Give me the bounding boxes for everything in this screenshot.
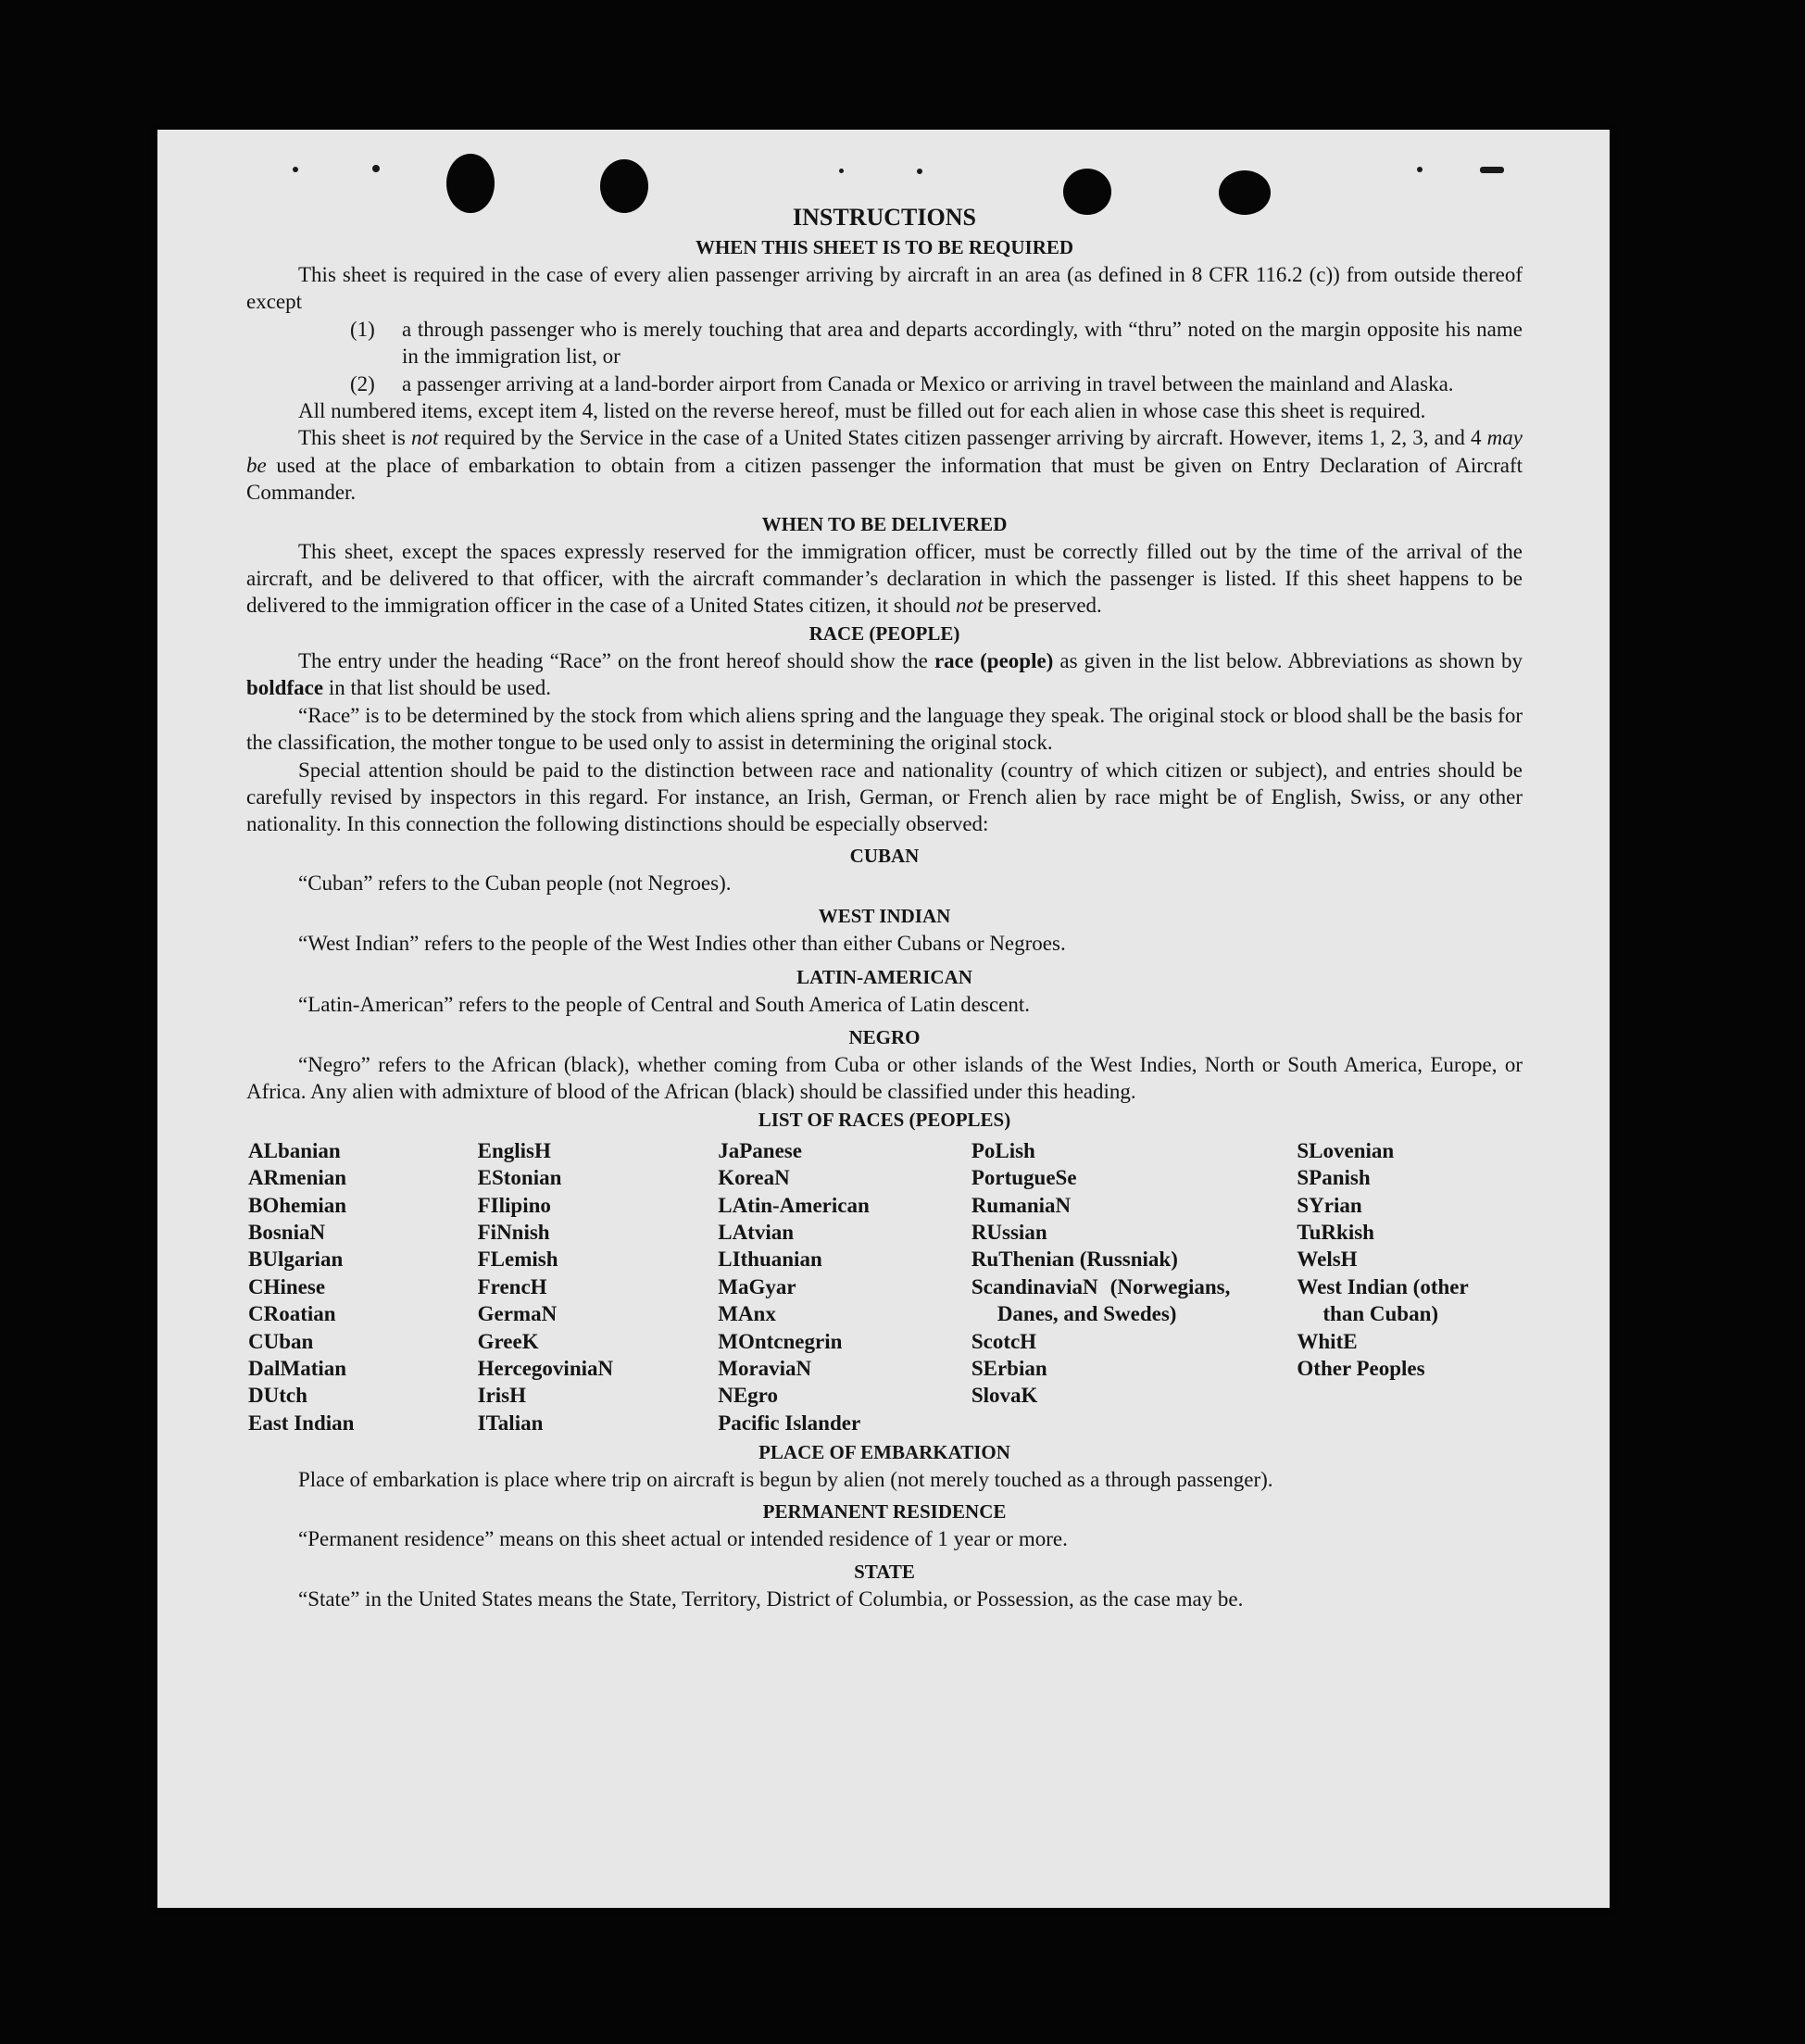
- race-item: CHinese: [248, 1274, 326, 1298]
- latin-american-definition: “Latin-American” refers to the people of Central and South America of Latin descent.: [298, 992, 1030, 1016]
- race-item: DalMatian: [248, 1357, 347, 1380]
- negro-definition: “Negro” refers to the African (black), whether coming from Cuba or other islands of the West Indies, North or South America, Europe, or Africa. Any alien with admixture of blood of the African (black) should be classified under this heading.: [246, 1052, 1523, 1104]
- page-title: INSTRUCTIONS: [793, 204, 976, 231]
- race-paragraph-3: Special attention should be paid to the distinction between race and nationality (country of which citizen or subject), and entries should be carefully revised by inspectors in this regard. For instance, an Irish, German, or French alien by race might be of English, Swiss, or any other nationality. In this connection the following distinctions should be especially observed:: [246, 758, 1523, 836]
- west-indian-definition: “West Indian” refers to the people of the West Indies other than either Cubans or Negroes.: [298, 932, 1066, 956]
- required-intro: This sheet is required in the case of every alien passenger arriving by aircraft in an area (as defined in 8 CFR 116.2 (c)) from outside thereof except: [246, 263, 1523, 314]
- race-item: Other Peoples: [1297, 1357, 1425, 1380]
- race-item: PortugueSe: [971, 1166, 1077, 1190]
- race-column-5: [1297, 1137, 1523, 1436]
- race-item: MaGyar: [718, 1274, 796, 1298]
- item-number: (2): [350, 371, 375, 395]
- race-item: BosniaN: [248, 1220, 326, 1244]
- instructions-content: [246, 202, 1523, 1612]
- delivered-paragraph: This sheet, except the spaces expressly reserved for the immigration officer, must be correctly filled out by the time of the arrival of the aircraft, and be delivered to that officer, with the aircraft commander’s declaration in which the passenger is listed. If this sheet happens to be delivered to the immigration officer in the case of a United States citizen, it should not be preserved.: [246, 539, 1523, 618]
- race-item: SlovaK: [971, 1384, 1038, 1408]
- embarkation-definition: Place of embarkation is place where trip on aircraft is begun by alien (not merely touched as a through passenger).: [298, 1468, 1273, 1492]
- required-paragraph-2: All numbered items, except item 4, listed on the reverse hereof, must be filled out for each alien in whose case this sheet is required.: [298, 399, 1426, 423]
- race-item: FiNnish: [477, 1220, 550, 1244]
- race-item: GermaN: [477, 1302, 558, 1326]
- race-item: FIlipino: [477, 1193, 551, 1217]
- race-item: Pacific Islander: [718, 1411, 861, 1435]
- item-number: (1): [350, 317, 375, 341]
- race-item: JaPanese: [718, 1138, 802, 1162]
- speck: [839, 169, 844, 173]
- state-definition: “State” in the United States means the State, Territory, District of Columbia, or Possession, as the case may be.: [298, 1587, 1244, 1611]
- speck: [293, 167, 298, 172]
- race-item: ALbanian: [248, 1138, 341, 1162]
- race-item: MoraviaN: [718, 1357, 812, 1380]
- race-item: KoreaN: [718, 1166, 790, 1190]
- race-item: SLovenian: [1297, 1138, 1395, 1162]
- residence-definition: “Permanent residence” means on this sheet actual or intended residence of 1 year or more.: [298, 1526, 1068, 1550]
- race-item: WhitE: [1297, 1329, 1358, 1353]
- race-item: CUban: [248, 1329, 314, 1353]
- race-column-1: [248, 1137, 478, 1436]
- heading-negro: NEGRO: [848, 1025, 921, 1048]
- heading-delivered: WHEN TO BE DELIVERED: [761, 512, 1008, 535]
- race-item: FrencH: [477, 1274, 547, 1298]
- heading-list-of-races: LIST OF RACES (PEOPLES): [758, 1108, 1011, 1131]
- speck: [917, 169, 922, 174]
- race-item: MAnx: [718, 1302, 776, 1326]
- race-item: ARmenian: [248, 1166, 347, 1190]
- race-item: CRoatian: [248, 1302, 336, 1326]
- speck: [1480, 167, 1504, 173]
- race-item-scandinavian: ScandinaviaN (Norwegians, Danes, and Swedes): [971, 1274, 1231, 1326]
- race-item: RUssian: [971, 1220, 1047, 1244]
- race-item: EnglisH: [477, 1138, 551, 1162]
- race-item: ScotcH: [971, 1329, 1037, 1353]
- race-item: IrisH: [477, 1384, 527, 1408]
- race-item: ITalian: [477, 1411, 544, 1435]
- race-item: EStonian: [477, 1166, 562, 1190]
- race-item: DUtch: [248, 1384, 307, 1408]
- race-column-3: [718, 1137, 971, 1436]
- speck: [1417, 167, 1423, 172]
- race-item: TuRkish: [1297, 1220, 1374, 1244]
- cuban-definition: “Cuban” refers to the Cuban people (not Negroes).: [298, 871, 732, 895]
- exception-item-2: [350, 370, 1523, 397]
- item-text: a passenger arriving at a land-border airport from Canada or Mexico or arriving in travel between the mainland and Alaska.: [402, 371, 1454, 395]
- race-item: GreeK: [477, 1329, 539, 1353]
- heading-race: RACE (PEOPLE): [808, 621, 960, 645]
- race-item-west-indian: West Indian (other: [1297, 1274, 1469, 1298]
- heading-cuban: CUBAN: [849, 844, 920, 867]
- heading-latin-american: LATIN-AMERICAN: [796, 965, 972, 988]
- item-text: a through passenger who is merely touching that area and departs accordingly, with “thru” noted on the margin opposite his name in the immigration list, or: [402, 317, 1523, 369]
- race-item: SErbian: [971, 1357, 1047, 1380]
- race-item: BOhemian: [248, 1193, 347, 1217]
- race-item: FLemish: [477, 1248, 558, 1272]
- race-item: LAtvian: [718, 1220, 795, 1244]
- race-item: RuThenian (Russniak): [971, 1248, 1178, 1272]
- race-item: RumaniaN: [971, 1193, 1072, 1217]
- race-item: WelsH: [1297, 1248, 1358, 1272]
- race-item: East Indian: [248, 1411, 355, 1435]
- heading-west-indian: WEST INDIAN: [818, 905, 951, 928]
- race-paragraph-2: “Race” is to be determined by the stock from which aliens spring and the language they speak. The original stock or blood shall be the basis for the classification, the mother tongue to be used only to assist in determining the original stock.: [246, 703, 1523, 755]
- race-list: [248, 1137, 1523, 1436]
- speck: [372, 165, 380, 172]
- race-column-2: [478, 1137, 719, 1436]
- race-item-west-indian-cont: than Cuban): [1322, 1302, 1439, 1326]
- heading-state: STATE: [854, 1561, 915, 1584]
- race-item: SPanish: [1297, 1166, 1371, 1190]
- race-item: MOntcnegrin: [718, 1329, 843, 1353]
- race-item: SYrian: [1297, 1193, 1362, 1217]
- race-column-4: [971, 1137, 1231, 1436]
- race-item: NEgro: [718, 1384, 778, 1408]
- race-item: HercegoviniaN: [477, 1357, 614, 1380]
- heading-required: WHEN THIS SHEET IS TO BE REQUIRED: [695, 236, 1074, 258]
- exception-item-1: [350, 316, 1523, 370]
- race-item: LIthuanian: [718, 1248, 822, 1272]
- race-paragraph-1: The entry under the heading “Race” on the front hereof should show the race (people) as given in the list below. Abbreviations as shown by boldface in that list should be used.: [246, 648, 1523, 700]
- required-paragraph-3: This sheet is not required by the Service in the case of a United States citizen passenger arriving by aircraft. However, items 1, 2, 3, and 4 may be used at the place of embarkation to obtain from a citizen passenger the information that must be given on Entry Declaration of Aircraft Commander.: [246, 426, 1523, 505]
- document-page: [157, 130, 1610, 1908]
- heading-residence: PERMANENT RESIDENCE: [762, 1499, 1007, 1523]
- race-item: LAtin-American: [718, 1193, 870, 1217]
- heading-embarkation: PLACE OF EMBARKATION: [758, 1441, 1010, 1464]
- race-item: BUlgarian: [248, 1248, 344, 1272]
- race-item: PoLish: [971, 1138, 1035, 1162]
